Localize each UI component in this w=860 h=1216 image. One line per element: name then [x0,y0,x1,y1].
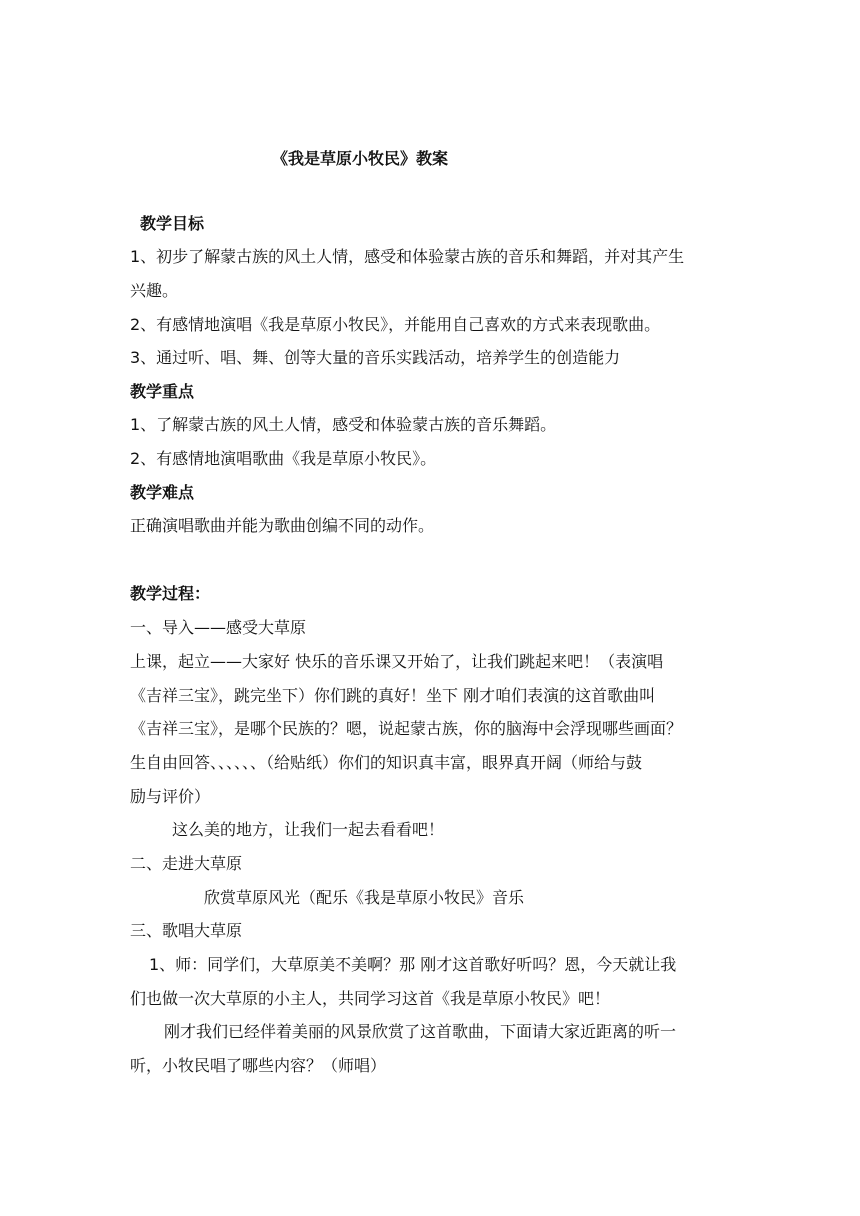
objective-line: 兴趣。 [130,281,179,300]
part1-title: 一、导入——感受大草原 [130,618,307,637]
part1-line: 生自由回答、、、、、、（给贴纸）你们的知识真丰富，眼界真开阔（师给与鼓 [130,753,643,772]
part3-paragraph-line: 刚才我们已经伴着美丽的风景欣赏了这首歌曲，下面请大家近距离的听一 [164,1022,677,1041]
objective-line: 2、有感情地演唱《我是草原小牧民》，并能用自己喜欢的方式来表现歌曲。 [130,315,661,334]
part2-text: 欣赏草原风光（配乐《我是草原小牧民》音乐 [204,888,525,907]
part2-title: 二、走进大草原 [130,854,243,873]
part1-line: 《吉祥三宝》，是哪个民族的？嗯，说起蒙古族，你的脑海中会浮现哪些画面？ [130,719,683,738]
objective-line: 3、通过听、唱、舞、创等大量的音乐实践活动，培养学生的创造能力 [130,348,621,367]
objective-line: 1、初步了解蒙古族的风土人情，感受和体验蒙古族的音乐和舞蹈，并对其产生 [130,247,685,266]
part1-closing: 这么美的地方，让我们一起去看看吧！ [172,820,445,839]
key-point-line: 1、了解蒙古族的风土人情，感受和体验蒙古族的音乐舞蹈。 [130,415,557,434]
difficulties-text: 正确演唱歌曲并能为歌曲创编不同的动作。 [130,516,435,535]
part1-line: 励与评价） [130,787,211,806]
key-point-line: 2、有感情地演唱歌曲《我是草原小牧民》。 [130,449,437,468]
difficulties-heading: 教学难点 [130,483,195,502]
part3-paragraph-line: 1、师：同学们，大草原美不美啊？那 刚才这首歌好听吗？恩，今天就让我 [149,955,677,974]
document-title: 《我是草原小牧民》教案 [272,149,449,168]
part3-paragraph-line: 们也做一次大草原的小主人，共同学习这首《我是草原小牧民》吧！ [130,989,611,1008]
part1-line: 《吉祥三宝》，跳完坐下）你们跳的真好！坐下 刚才咱们表演的这首歌曲叫 [130,686,656,705]
process-heading: 教学过程： [130,584,211,603]
part3-title: 三、歌唱大草原 [130,921,243,940]
key-points-heading: 教学重点 [130,382,195,401]
part1-line: 上课，起立——大家好 快乐的音乐课又开始了，让我们跳起来吧！（表演唱 [130,652,664,671]
objectives-heading: 教学目标 [140,214,205,233]
part3-paragraph-line: 听，小牧民唱了哪些内容？（师唱） [130,1056,387,1075]
